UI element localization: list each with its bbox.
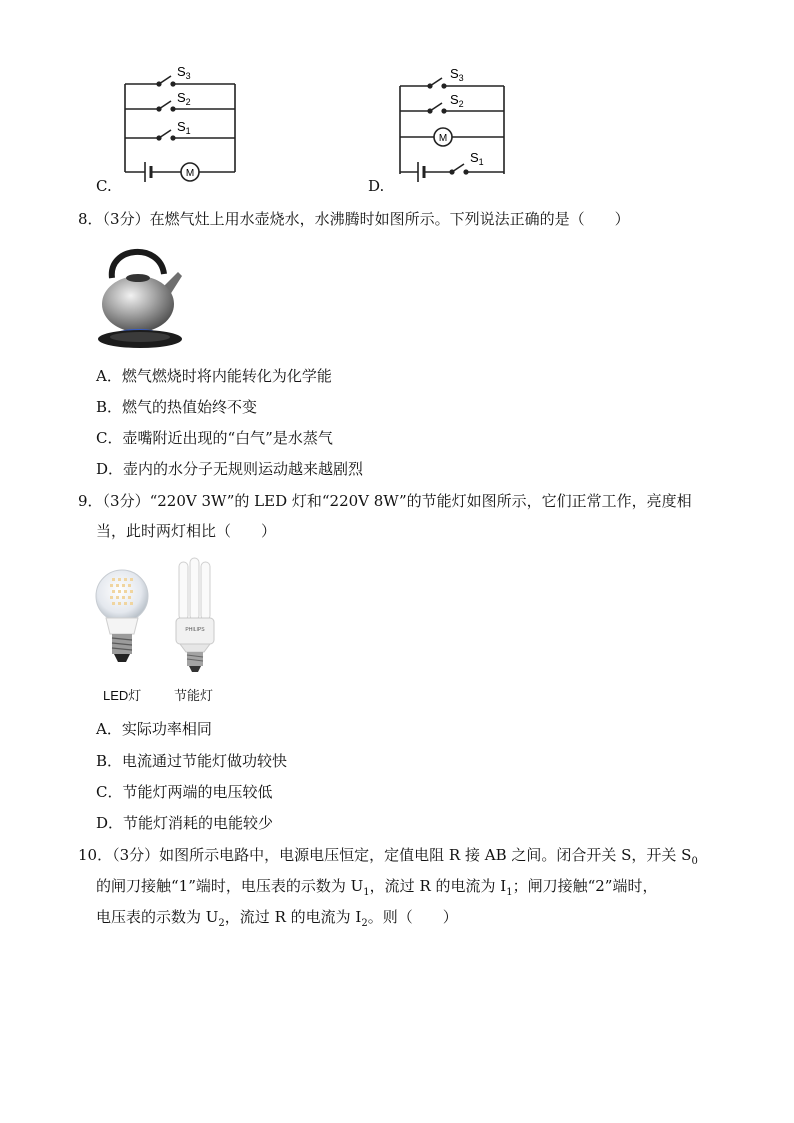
svg-text:S3: $S_3$ [177,64,191,81]
question-10-line1: 10．（3分）如图所示电路中，电源电压恒定，定值电阻 R 接 AB 之间。闭合开关 S，开关 $S_0$ [78,846,698,867]
motor-label-c: M [185,168,195,179]
question-9-stem-line1: 9．（3分）“220V 3W”的 LED 灯和“220V 8W”的节能灯如图所示，它们正常工作，亮度相 [78,492,692,510]
motor-label-d: M [438,133,448,144]
q8-option-c: C．壶嘴附近出现的“白气”是水蒸气 [96,429,333,447]
svg-text:S2: $S_2$ [177,90,191,107]
circuit-diagram-d [390,64,520,194]
q9-option-a: A．实际功率相同 [96,720,212,738]
q9-option-b: B．电流通过节能灯做功较快 [96,752,288,770]
svg-text:S1: $S_1$ [177,119,191,136]
circuit-diagram-c [115,62,245,192]
question-10-line3: 电压表的示数为 $U_2$，流过 R 的电流为 $I_2$。则（ ） [96,908,458,929]
question-10-line2: 的闸刀接触“1”端时，电压表的示数为 $U_1$，流过 R 的电流为 $I_1$；闸刀接触“2”端时， [96,877,658,898]
cfl-bulb-caption: 节能灯 [174,688,214,703]
question-8-stem: 8．（3分）在燃气灶上用水壶烧水，水沸腾时如图所示。下列说法正确的是（ ） [78,210,630,228]
q8-option-b: B．燃气的热值始终不变 [96,398,258,416]
svg-text:S3: $S_3$ [450,66,464,83]
cfl-bulb-image [170,556,220,676]
option-d-label: D. [368,177,385,195]
led-bulb-caption: LED灯 [103,688,142,703]
led-bulb-image [94,566,150,676]
q8-option-a: A．燃气燃烧时将内能转化为化学能 [96,367,332,385]
q8-option-d: D．壶内的水分子无规则运动越来越剧烈 [96,460,364,478]
svg-text:S2: $S_2$ [450,92,464,109]
svg-text:S1: $S_1$ [470,150,484,167]
question-9-stem-line2: 当，此时两灯相比（ ） [96,522,277,540]
q9-option-d: D．节能灯消耗的电能较少 [96,814,274,832]
kettle-on-stove-image [98,238,186,350]
q9-option-c: C．节能灯两端的电压较低 [96,783,273,801]
bulb-brand-label: PHILIPS [185,627,205,633]
option-c-label: C. [96,177,112,195]
